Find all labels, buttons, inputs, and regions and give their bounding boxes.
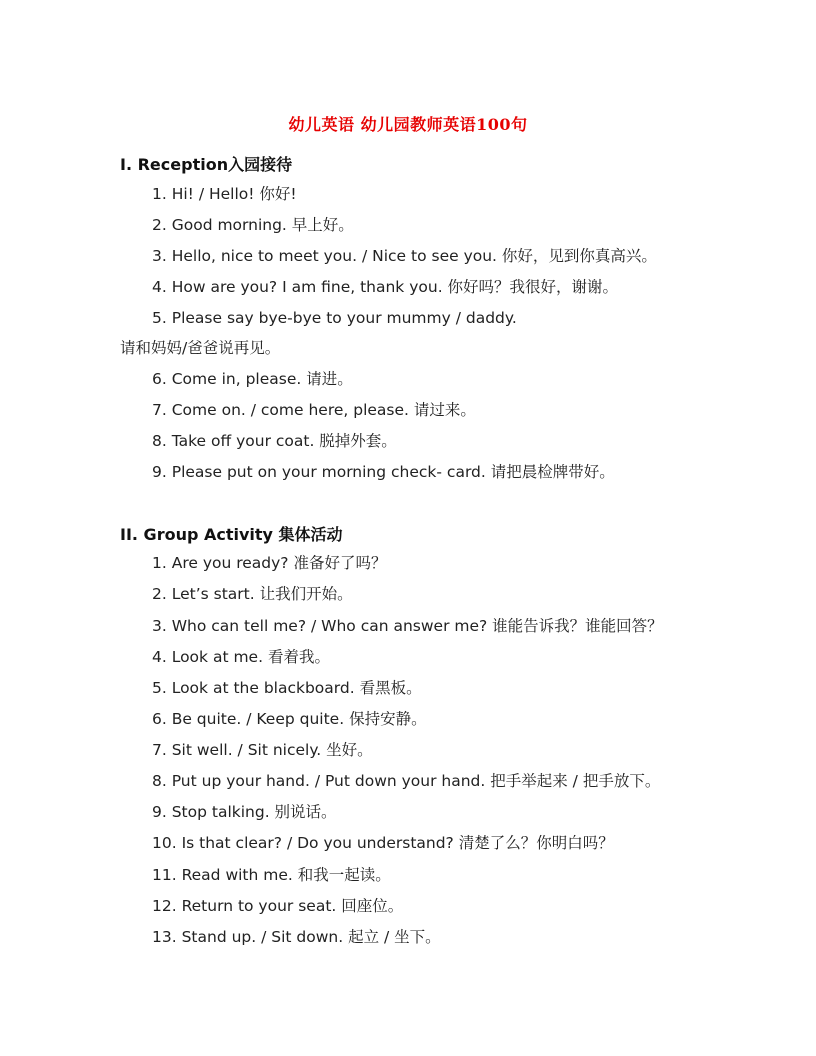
phrase-line: 13. Stand up. / Sit down. 起立 / 坐下。 (152, 928, 441, 946)
phrase-line: 5. Please say bye-bye to your mummy / daddy. (152, 309, 517, 327)
phrase-line: 3. Hello, nice to meet you. / Nice to see you. 你好，见到你真高兴。 (152, 247, 657, 265)
section-heading-group-activity: II. Group Activity 集体活动 (120, 525, 343, 544)
document-title: 幼儿英语 幼儿园教师英语100句 (288, 115, 528, 134)
phrase-line: 5. Look at the blackboard. 看黑板。 (152, 679, 422, 697)
phrase-line: 11. Read with me. 和我一起读。 (152, 866, 391, 884)
phrase-line: 1. Are you ready? 准备好了吗？ (152, 554, 387, 572)
section-heading-reception: I. Reception入园接待 (120, 155, 293, 174)
phrase-line: 12. Return to your seat. 回座位。 (152, 897, 404, 915)
phrase-line: 8. Take off your coat. 脱掉外套。 (152, 432, 397, 450)
phrase-line-continuation: 请和妈妈/爸爸说再见。 (120, 339, 281, 357)
phrase-line: 10. Is that clear? / Do you understand? 清楚了么？你明白吗？ (152, 834, 614, 852)
phrase-line: 2. Good morning. 早上好。 (152, 216, 354, 234)
phrase-line: 6. Be quite. / Keep quite. 保持安静。 (152, 710, 427, 728)
phrase-line: 1. Hi! / Hello! 你好! (152, 185, 297, 203)
phrase-line: 4. Look at me. 看着我。 (152, 648, 330, 666)
phrase-line: 6. Come in, please. 请进。 (152, 370, 353, 388)
phrase-line: 7. Sit well. / Sit nicely. 坐好。 (152, 741, 373, 759)
phrase-line: 7. Come on. / come here, please. 请过来。 (152, 401, 476, 419)
phrase-line: 4. How are you? I am fine, thank you. 你好吗？我很好，谢谢。 (152, 278, 619, 296)
phrase-line: 3. Who can tell me? / Who can answer me? 谁能告诉我？谁能回答？ (152, 617, 663, 635)
phrase-line: 9. Stop talking. 别说话。 (152, 803, 337, 821)
phrase-line: 2. Let’s start. 让我们开始。 (152, 585, 353, 603)
phrase-line: 9. Please put on your morning check- card. 请把晨检牌带好。 (152, 463, 615, 481)
phrase-line: 8. Put up your hand. / Put down your hand. 把手举起来 / 把手放下。 (152, 772, 661, 790)
